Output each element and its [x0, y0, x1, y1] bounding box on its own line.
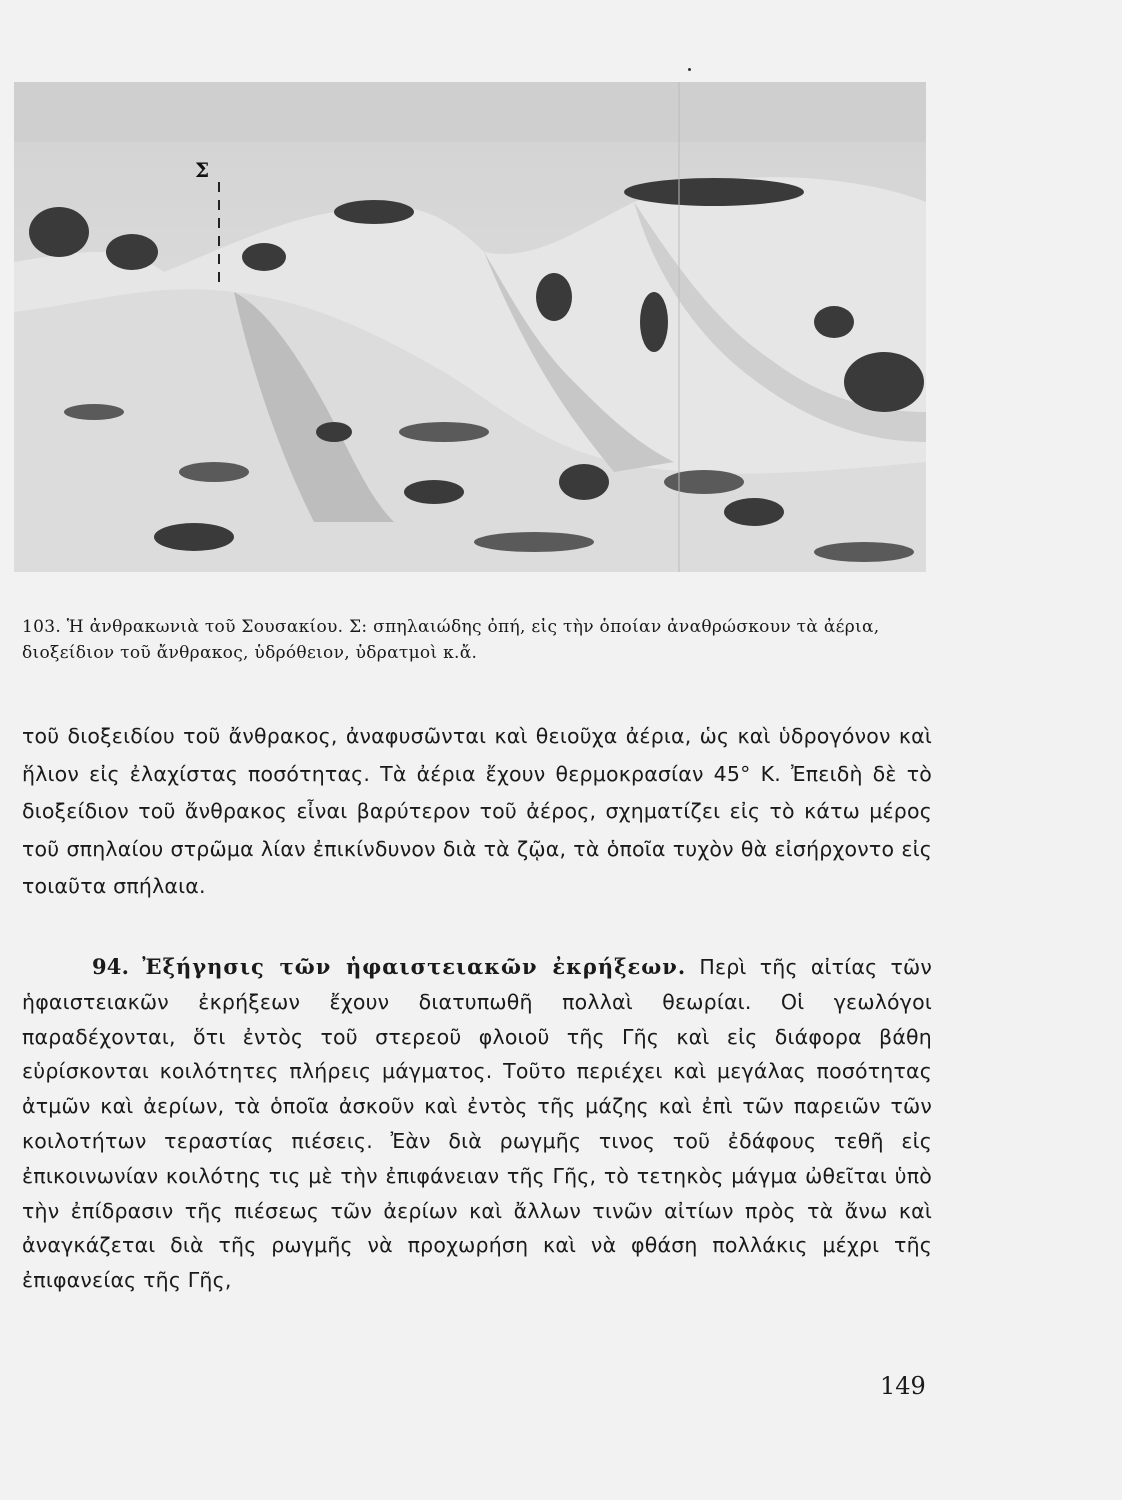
- figure-marker: Σ: [195, 158, 210, 182]
- photo-illustration: [14, 82, 926, 572]
- page-number: 149: [880, 1372, 926, 1400]
- figure-caption: [22, 614, 932, 666]
- section-heading: Ἐξήγησις τῶν ἡφαιστειακῶν ἐκρήξεων.: [142, 954, 687, 979]
- landscape-photo: [14, 82, 926, 572]
- caption-text: Ἡ ἀνθρακωνιὰ τοῦ Σουσακίου. Σ: σπηλαιώδης ὀπή, εἰς τὴν ὁποίαν ἀναθρώσκουν τὰ ἀέρια, διοξείδιον τοῦ ἄνθρακος, ὑδρόθειον, ὑδρατμοὶ κ.ἄ.: [22, 617, 880, 663]
- caption-number: 103.: [22, 617, 62, 637]
- section-text: Περὶ τῆς αἰτίας τῶν ἡφαιστειακῶν ἐκρήξεων ἔχουν διατυπωθῆ πολλαὶ θεωρίαι. Οἱ γεωλόγοι παραδέχονται, ὅτι ἐντὸς τοῦ στερεοῦ φλοιοῦ τῆς Γῆς καὶ εἰς διάφορα βάθη εὑρίσκονται κοιλότητες πλήρεις μάγματος. Τοῦτο περιέχει καὶ μεγάλας ποσότητας ἀτμῶν καὶ ἀερίων, τὰ ὁποῖα ἀσκοῦν καὶ ἐντὸς τῆς μάζης καὶ ἐπὶ τῶν παρειῶν τῶν κοιλοτήτων τεραστίας πιέσεις. Ἐὰν διὰ ρωγμῆς τινος τοῦ ἐδάφους τεθῆ εἰς ἐπικοινωνίαν κοιλότης τις μὲ τὴν ἐπιφάνειαν τῆς Γῆς, τὸ τετηκὸς μάγμα ὠθεῖται ὑπὸ τὴν ἐπίδρασιν τῆς πιέσεως τῶν ἀερίων καὶ ἄλλων τινῶν αἰτίων πρὸς τὰ ἄνω καὶ ἀναγκάζεται διὰ τῆς ρωγμῆς νὰ προχωρήση καὶ νὰ φθάση πολλάκις μέχρι τῆς ἐπιφανείας τῆς Γῆς,: [22, 955, 933, 1293]
- paragraph-text: τοῦ διοξειδίου τοῦ ἄνθρακος, ἀναφυσῶνται καὶ θειοῦχα ἀέρια, ὡς καὶ ὑδρογόνον καὶ ἥλιον εἰς ἐλαχίστας ποσότητας. Τὰ ἀέρια ἔχουν θερμοκρασίαν 45° Κ. Ἐπειδὴ δὲ τὸ διοξείδιον τοῦ ἄνθρακος εἶναι βαρύτερον τοῦ ἀέρος, σχηματίζει εἰς τὸ κάτω μέρος τοῦ σπηλαίου στρῶμα λίαν ἐπικίνδυνον διὰ τὰ ζῷα, τὰ ὁποῖα τυχὸν θὰ εἰσήρχοντο εἰς τοιαῦτα σπήλαια.: [22, 724, 932, 898]
- section-number: 94.: [92, 954, 130, 979]
- print-speck: [688, 68, 691, 71]
- paragraph-continuation: [22, 718, 932, 906]
- section-94: [22, 950, 932, 1298]
